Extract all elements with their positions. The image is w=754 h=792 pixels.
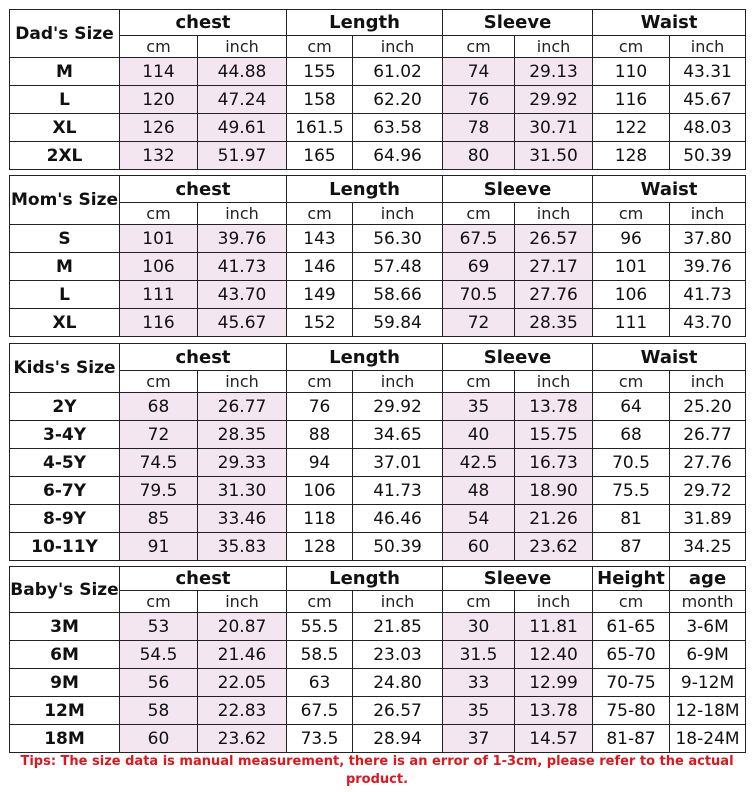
- value-cell: 58.5: [287, 641, 353, 669]
- value-cell: 53: [120, 613, 198, 641]
- value-cell: 48: [443, 477, 515, 505]
- value-cell: 31.5: [443, 641, 515, 669]
- value-cell: 126: [120, 114, 198, 142]
- unit-cell: cm: [593, 203, 670, 225]
- value-cell: 29.92: [353, 393, 443, 421]
- header-length: Length: [287, 344, 443, 371]
- table-row: [10, 669, 746, 697]
- table-row: [10, 697, 746, 725]
- unit-cell: inch: [353, 371, 443, 393]
- value-cell: 80: [443, 142, 515, 170]
- header-waist: Waist: [593, 344, 746, 371]
- value-cell: 70.5: [593, 449, 670, 477]
- value-cell: 26.57: [353, 697, 443, 725]
- value-cell: 165: [287, 142, 353, 170]
- size-label: 2XL: [10, 142, 120, 170]
- value-cell: 88: [287, 421, 353, 449]
- value-cell: 63.58: [353, 114, 443, 142]
- babys-size-table: [9, 566, 746, 753]
- value-cell: 116: [593, 86, 670, 114]
- value-cell: 67.5: [287, 697, 353, 725]
- header-waist: Waist: [593, 10, 746, 36]
- value-cell: 41.73: [198, 253, 287, 281]
- value-cell: 21.26: [515, 505, 593, 533]
- value-cell: 49.61: [198, 114, 287, 142]
- value-cell: 155: [287, 58, 353, 86]
- value-cell: 12-18M: [670, 697, 746, 725]
- value-cell: 31.30: [198, 477, 287, 505]
- value-cell: 30: [443, 613, 515, 641]
- unit-cell: month: [670, 591, 746, 613]
- size-tips-note: Tips: The size data is manual measurement, there is an error of 1-3cm, please refer to the actual product.: [20, 754, 734, 787]
- value-cell: 27.17: [515, 253, 593, 281]
- header-chest: chest: [120, 10, 287, 36]
- value-cell: 128: [593, 142, 670, 170]
- table-row: [10, 281, 746, 309]
- value-cell: 56: [120, 669, 198, 697]
- size-label: L: [10, 86, 120, 114]
- value-cell: 78: [443, 114, 515, 142]
- value-cell: 23.03: [353, 641, 443, 669]
- value-cell: 111: [593, 309, 670, 337]
- value-cell: 26.57: [515, 225, 593, 253]
- value-cell: 73.5: [287, 725, 353, 753]
- size-label: XL: [10, 309, 120, 337]
- value-cell: 27.76: [515, 281, 593, 309]
- header-waist: Waist: [593, 176, 746, 203]
- value-cell: 65-70: [593, 641, 670, 669]
- unit-cell: cm: [120, 591, 198, 613]
- value-cell: 22.05: [198, 669, 287, 697]
- value-cell: 42.5: [443, 449, 515, 477]
- value-cell: 61-65: [593, 613, 670, 641]
- value-cell: 16.73: [515, 449, 593, 477]
- value-cell: 120: [120, 86, 198, 114]
- value-cell: 81: [593, 505, 670, 533]
- size-label: 12M: [10, 697, 120, 725]
- header-length: Length: [287, 567, 443, 591]
- value-cell: 28.35: [198, 421, 287, 449]
- value-cell: 79.5: [120, 477, 198, 505]
- value-cell: 43.31: [670, 58, 746, 86]
- value-cell: 76: [287, 393, 353, 421]
- value-cell: 72: [120, 421, 198, 449]
- value-cell: 54.5: [120, 641, 198, 669]
- value-cell: 74.5: [120, 449, 198, 477]
- table-row: [10, 393, 746, 421]
- unit-cell: inch: [670, 203, 746, 225]
- size-label: S: [10, 225, 120, 253]
- value-cell: 39.76: [198, 225, 287, 253]
- value-cell: 12.40: [515, 641, 593, 669]
- unit-cell: inch: [198, 203, 287, 225]
- value-cell: 29.13: [515, 58, 593, 86]
- unit-cell: inch: [198, 371, 287, 393]
- value-cell: 55.5: [287, 613, 353, 641]
- table-title: Mom's Size: [10, 176, 120, 225]
- value-cell: 68: [593, 421, 670, 449]
- value-cell: 28.94: [353, 725, 443, 753]
- value-cell: 11.81: [515, 613, 593, 641]
- table-row: [10, 449, 746, 477]
- value-cell: 50.39: [670, 142, 746, 170]
- size-label: 6M: [10, 641, 120, 669]
- value-cell: 94: [287, 449, 353, 477]
- size-label: 3M: [10, 613, 120, 641]
- value-cell: 72: [443, 309, 515, 337]
- value-cell: 132: [120, 142, 198, 170]
- header-length: Length: [287, 10, 443, 36]
- unit-cell: cm: [287, 36, 353, 58]
- value-cell: 22.83: [198, 697, 287, 725]
- value-cell: 23.62: [198, 725, 287, 753]
- size-label: 3-4Y: [10, 421, 120, 449]
- value-cell: 13.78: [515, 697, 593, 725]
- value-cell: 43.70: [670, 309, 746, 337]
- value-cell: 56.30: [353, 225, 443, 253]
- value-cell: 45.67: [670, 86, 746, 114]
- value-cell: 6-9M: [670, 641, 746, 669]
- unit-cell: inch: [353, 203, 443, 225]
- value-cell: 18-24M: [670, 725, 746, 753]
- table-row: [10, 477, 746, 505]
- value-cell: 61.02: [353, 58, 443, 86]
- value-cell: 41.73: [353, 477, 443, 505]
- header-age: age: [670, 567, 746, 591]
- unit-cell: cm: [120, 203, 198, 225]
- value-cell: 146: [287, 253, 353, 281]
- value-cell: 57.48: [353, 253, 443, 281]
- value-cell: 161.5: [287, 114, 353, 142]
- value-cell: 18.90: [515, 477, 593, 505]
- value-cell: 13.78: [515, 393, 593, 421]
- value-cell: 26.77: [198, 393, 287, 421]
- table-row: [10, 58, 746, 86]
- value-cell: 67.5: [443, 225, 515, 253]
- value-cell: 31.89: [670, 505, 746, 533]
- unit-cell: cm: [443, 591, 515, 613]
- value-cell: 31.50: [515, 142, 593, 170]
- value-cell: 54: [443, 505, 515, 533]
- unit-cell: cm: [593, 371, 670, 393]
- table-row: [10, 725, 746, 753]
- unit-cell: inch: [670, 371, 746, 393]
- value-cell: 15.75: [515, 421, 593, 449]
- table-row: [10, 505, 746, 533]
- value-cell: 106: [593, 281, 670, 309]
- table-row: [10, 114, 746, 142]
- value-cell: 9-12M: [670, 669, 746, 697]
- size-label: M: [10, 253, 120, 281]
- header-chest: chest: [120, 567, 287, 591]
- value-cell: 50.39: [353, 533, 443, 561]
- unit-cell: inch: [198, 591, 287, 613]
- value-cell: 45.67: [198, 309, 287, 337]
- table-row: [10, 309, 746, 337]
- value-cell: 33: [443, 669, 515, 697]
- size-label: 6-7Y: [10, 477, 120, 505]
- value-cell: 48.03: [670, 114, 746, 142]
- header-height: Height: [593, 567, 670, 591]
- unit-cell: inch: [198, 36, 287, 58]
- value-cell: 59.84: [353, 309, 443, 337]
- value-cell: 14.57: [515, 725, 593, 753]
- value-cell: 74: [443, 58, 515, 86]
- table-title: Baby's Size: [10, 567, 120, 613]
- value-cell: 29.33: [198, 449, 287, 477]
- value-cell: 152: [287, 309, 353, 337]
- header-length: Length: [287, 176, 443, 203]
- value-cell: 26.77: [670, 421, 746, 449]
- value-cell: 75.5: [593, 477, 670, 505]
- value-cell: 62.20: [353, 86, 443, 114]
- value-cell: 47.24: [198, 86, 287, 114]
- value-cell: 35: [443, 697, 515, 725]
- value-cell: 20.87: [198, 613, 287, 641]
- header-sleeve: Sleeve: [443, 176, 593, 203]
- value-cell: 101: [593, 253, 670, 281]
- unit-cell: inch: [515, 591, 593, 613]
- unit-cell: cm: [593, 591, 670, 613]
- table-row: [10, 613, 746, 641]
- unit-cell: cm: [120, 371, 198, 393]
- value-cell: 69: [443, 253, 515, 281]
- value-cell: 27.76: [670, 449, 746, 477]
- value-cell: 158: [287, 86, 353, 114]
- unit-cell: inch: [515, 371, 593, 393]
- value-cell: 75-80: [593, 697, 670, 725]
- unit-cell: cm: [443, 203, 515, 225]
- value-cell: 29.92: [515, 86, 593, 114]
- unit-cell: inch: [353, 36, 443, 58]
- size-label: 4-5Y: [10, 449, 120, 477]
- value-cell: 25.20: [670, 393, 746, 421]
- value-cell: 81-87: [593, 725, 670, 753]
- size-label: 9M: [10, 669, 120, 697]
- table-row: [10, 253, 746, 281]
- header-sleeve: Sleeve: [443, 344, 593, 371]
- value-cell: 21.46: [198, 641, 287, 669]
- value-cell: 101: [120, 225, 198, 253]
- value-cell: 29.72: [670, 477, 746, 505]
- table-row: [10, 142, 746, 170]
- value-cell: 70-75: [593, 669, 670, 697]
- value-cell: 114: [120, 58, 198, 86]
- value-cell: 21.85: [353, 613, 443, 641]
- value-cell: 23.62: [515, 533, 593, 561]
- unit-cell: inch: [515, 36, 593, 58]
- unit-cell: cm: [443, 371, 515, 393]
- size-label: M: [10, 58, 120, 86]
- value-cell: 24.80: [353, 669, 443, 697]
- value-cell: 110: [593, 58, 670, 86]
- size-label: 10-11Y: [10, 533, 120, 561]
- table-row: [10, 421, 746, 449]
- header-chest: chest: [120, 344, 287, 371]
- value-cell: 44.88: [198, 58, 287, 86]
- header-chest: chest: [120, 176, 287, 203]
- table-row: [10, 225, 746, 253]
- table-row: [10, 533, 746, 561]
- value-cell: 43.70: [198, 281, 287, 309]
- unit-cell: cm: [287, 591, 353, 613]
- unit-cell: inch: [670, 36, 746, 58]
- value-cell: 106: [287, 477, 353, 505]
- value-cell: 64: [593, 393, 670, 421]
- value-cell: 3-6M: [670, 613, 746, 641]
- value-cell: 28.35: [515, 309, 593, 337]
- value-cell: 64.96: [353, 142, 443, 170]
- unit-cell: cm: [443, 36, 515, 58]
- value-cell: 149: [287, 281, 353, 309]
- value-cell: 87: [593, 533, 670, 561]
- value-cell: 37.80: [670, 225, 746, 253]
- value-cell: 58: [120, 697, 198, 725]
- size-label: 8-9Y: [10, 505, 120, 533]
- value-cell: 51.97: [198, 142, 287, 170]
- value-cell: 76: [443, 86, 515, 114]
- size-label: 2Y: [10, 393, 120, 421]
- value-cell: 96: [593, 225, 670, 253]
- table-title: Kids's Size: [10, 344, 120, 393]
- size-label: XL: [10, 114, 120, 142]
- value-cell: 85: [120, 505, 198, 533]
- header-sleeve: Sleeve: [443, 10, 593, 36]
- size-label: 18M: [10, 725, 120, 753]
- value-cell: 40: [443, 421, 515, 449]
- kids-size-table: [9, 343, 746, 561]
- moms-size-table: [9, 175, 746, 337]
- table-row: [10, 641, 746, 669]
- value-cell: 68: [120, 393, 198, 421]
- value-cell: 122: [593, 114, 670, 142]
- unit-cell: inch: [515, 203, 593, 225]
- value-cell: 33.46: [198, 505, 287, 533]
- value-cell: 116: [120, 309, 198, 337]
- value-cell: 60: [443, 533, 515, 561]
- value-cell: 143: [287, 225, 353, 253]
- value-cell: 91: [120, 533, 198, 561]
- value-cell: 70.5: [443, 281, 515, 309]
- unit-cell: cm: [287, 203, 353, 225]
- unit-cell: cm: [120, 36, 198, 58]
- value-cell: 46.46: [353, 505, 443, 533]
- header-sleeve: Sleeve: [443, 567, 593, 591]
- value-cell: 106: [120, 253, 198, 281]
- value-cell: 34.65: [353, 421, 443, 449]
- value-cell: 12.99: [515, 669, 593, 697]
- value-cell: 30.71: [515, 114, 593, 142]
- value-cell: 37: [443, 725, 515, 753]
- value-cell: 118: [287, 505, 353, 533]
- value-cell: 35.83: [198, 533, 287, 561]
- value-cell: 60: [120, 725, 198, 753]
- table-row: [10, 86, 746, 114]
- value-cell: 34.25: [670, 533, 746, 561]
- unit-cell: inch: [353, 591, 443, 613]
- value-cell: 58.66: [353, 281, 443, 309]
- value-cell: 39.76: [670, 253, 746, 281]
- value-cell: 41.73: [670, 281, 746, 309]
- unit-cell: cm: [287, 371, 353, 393]
- size-label: L: [10, 281, 120, 309]
- value-cell: 128: [287, 533, 353, 561]
- unit-cell: cm: [593, 36, 670, 58]
- value-cell: 111: [120, 281, 198, 309]
- table-title: Dad's Size: [10, 10, 120, 58]
- value-cell: 63: [287, 669, 353, 697]
- value-cell: 35: [443, 393, 515, 421]
- value-cell: 37.01: [353, 449, 443, 477]
- dads-size-table: [9, 9, 746, 170]
